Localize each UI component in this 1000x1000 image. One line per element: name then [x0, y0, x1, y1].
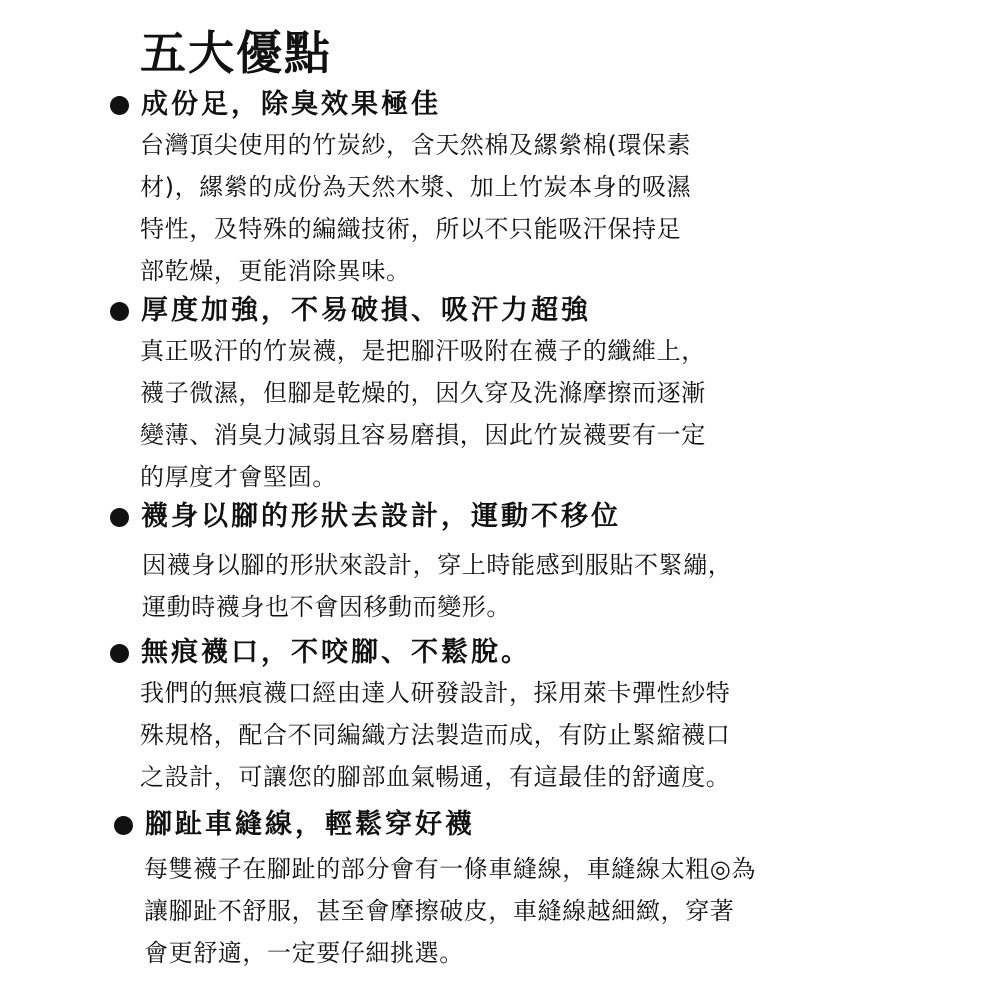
section-heading-text: 無痕襪口，不咬腳、不鬆脫。: [141, 637, 531, 668]
body-line: 運動時襪身也不會因移動而變形。: [142, 593, 511, 621]
advantage-section-3: [110, 498, 810, 628]
body-line: 變薄、消臭力減弱且容易磨損，因此竹炭襪要有一定: [140, 421, 706, 449]
advantage-section-2: [110, 292, 810, 498]
section-body: [110, 330, 810, 498]
body-line: 殊規格，配合不同編織方法製造而成，有防止緊縮襪口: [140, 721, 731, 749]
section-heading: [110, 498, 810, 536]
page-title: 五大優點: [140, 26, 332, 80]
advantage-section-5: [114, 806, 814, 974]
bullet-icon: [110, 302, 129, 321]
body-line: 會更舒適，一定要仔細挑選。: [144, 939, 464, 967]
section-body: [110, 124, 810, 292]
section-body: [110, 672, 810, 798]
section-body: [114, 848, 814, 974]
section-heading: [114, 806, 814, 844]
body-line: 每雙襪子在腳趾的部分會有一條車縫線，車縫線太粗◎為: [144, 855, 756, 883]
body-line: 材)，縲縈的成份為天然木漿、加上竹炭本身的吸濕: [140, 173, 692, 201]
body-line: 的厚度才會堅固。: [140, 463, 337, 491]
body-line: 我們的無痕襪口經由達人研發設計，採用萊卡彈性紗特: [140, 679, 731, 707]
section-heading-text: 襪身以腳的形狀去設計，運動不移位: [141, 501, 621, 532]
bullet-icon: [110, 96, 129, 115]
bullet-icon: [110, 508, 129, 527]
section-heading-text: 厚度加強，不易破損、吸汗力超強: [141, 295, 591, 326]
section-heading-text: 成份足，除臭效果極佳: [141, 89, 441, 120]
section-heading: [110, 86, 810, 124]
bullet-icon: [114, 816, 133, 835]
body-line: 部乾燥，更能消除異味。: [140, 257, 411, 285]
advantage-section-1: [110, 86, 810, 292]
body-line: 襪子微濕，但腳是乾燥的，因久穿及洗滌摩擦而逐漸: [140, 379, 706, 407]
body-line: 真正吸汗的竹炭襪，是把腳汗吸附在襪子的纖維上，: [140, 337, 706, 365]
body-line: 特性，及特殊的編織技術，所以不只能吸汗保持足: [140, 215, 682, 243]
body-line: 台灣頂尖使用的竹炭紗，含天然棉及縲縈棉(環保素: [140, 131, 692, 159]
bullet-icon: [110, 644, 129, 663]
body-line: 之設計，可讓您的腳部血氣暢通，有這最佳的舒適度。: [140, 763, 731, 791]
body-line: 讓腳趾不舒服，甚至會摩擦破皮，車縫線越細緻，穿著: [144, 897, 735, 925]
section-heading-text: 腳趾車縫線，輕鬆穿好襪: [145, 809, 475, 840]
section-heading: [110, 634, 810, 672]
section-body: [110, 544, 810, 628]
advantage-section-4: [110, 634, 810, 798]
section-heading: [110, 292, 810, 330]
body-line: 因襪身以腳的形狀來設計，穿上時能感到服貼不緊繃，: [142, 551, 733, 579]
